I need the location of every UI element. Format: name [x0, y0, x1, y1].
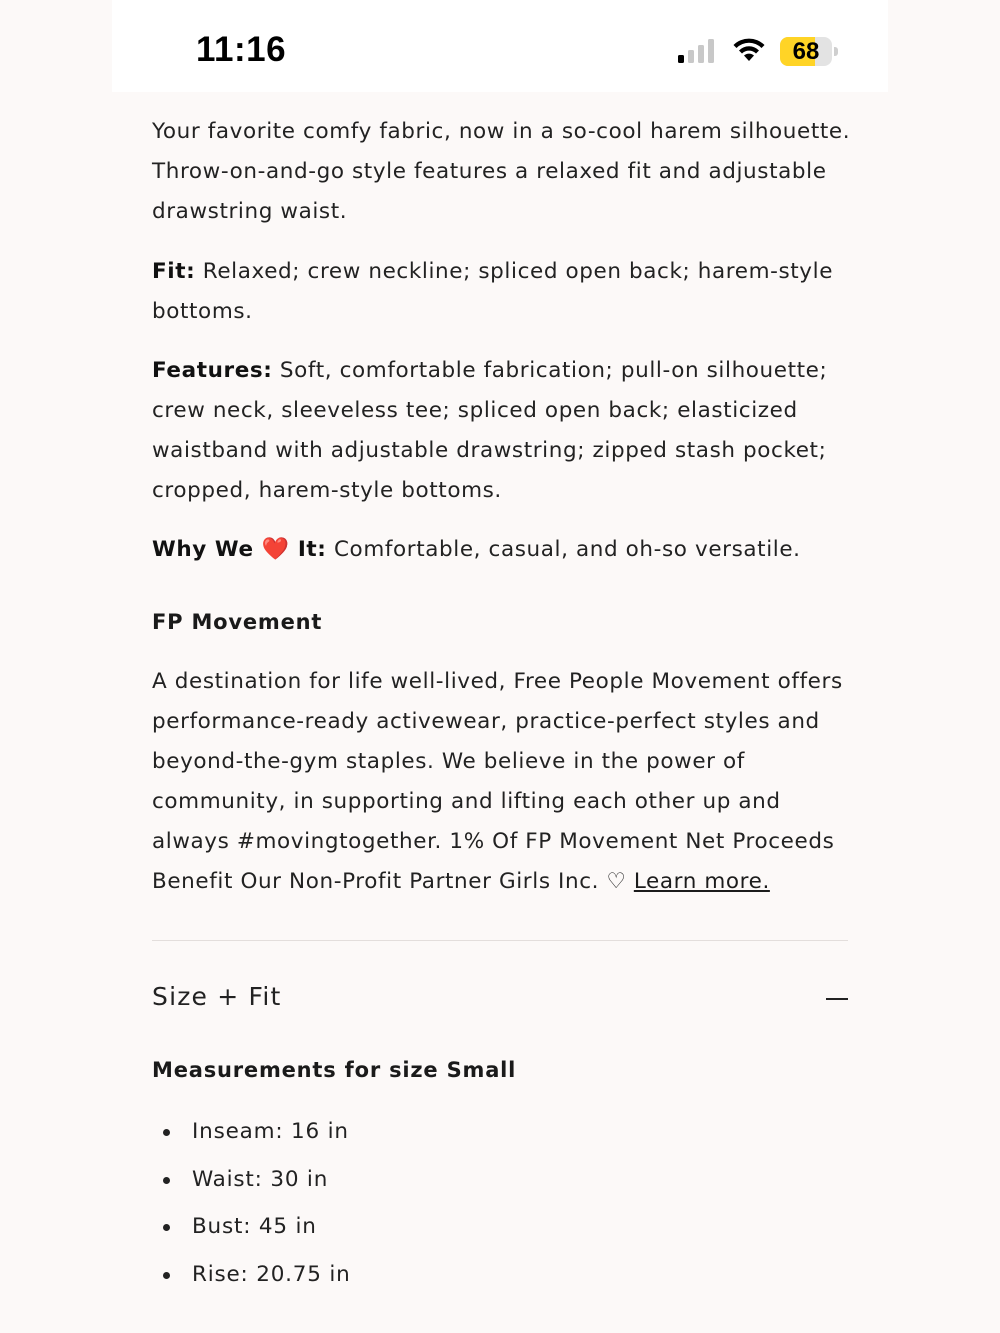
- battery-nub: [834, 47, 838, 56]
- phone-screen: [112, 0, 888, 1333]
- battery-indicator: [780, 37, 838, 66]
- brand-description: [152, 662, 852, 902]
- measurement-inseam: Inseam: 16 in: [192, 1119, 349, 1144]
- measurements-list: [152, 1112, 752, 1302]
- fit-paragraph: [152, 252, 852, 332]
- measurement-item: [152, 1160, 752, 1208]
- why-label-start: Why We: [152, 537, 262, 562]
- features-paragraph: [152, 351, 852, 511]
- description-intro: Your favorite comfy fabric, now in a so-cool harem silhouette. Throw-on-and-go style features a relaxed fit and adjustable drawstring waist.: [152, 119, 851, 224]
- bullet-icon: [163, 1272, 170, 1279]
- section-divider: [152, 940, 848, 941]
- wifi-icon: [732, 37, 766, 63]
- size-fit-label: Size + Fit: [152, 982, 282, 1011]
- bullet-icon: [163, 1177, 170, 1184]
- heart-icon: ❤️: [261, 537, 290, 562]
- why-text: Comfortable, casual, and oh-so versatile.: [326, 537, 801, 562]
- measurement-rise: Rise: 20.75 in: [192, 1261, 351, 1287]
- fit-label: Fit:: [152, 259, 196, 284]
- cellular-signal-icon: [678, 39, 718, 63]
- fit-text: Relaxed; crew neckline; spliced open back; harem-style bottoms.: [152, 259, 834, 324]
- size-fit-accordion[interactable]: [152, 980, 848, 1020]
- measurement-item: [152, 1112, 752, 1160]
- bullet-icon: [163, 1129, 170, 1136]
- measurement-item: [152, 1207, 752, 1255]
- measurement-bust: Bust: 45 in: [192, 1214, 317, 1240]
- status-time: 11:16: [196, 30, 287, 69]
- brand-text: A destination for life well-lived, Free People Movement offers performance-ready activewear, practice-perfect styles and beyond-the-gym staples. We believe in the power of community, in supporting and lifting each other up and always #movingtogether. 1% Of FP Movement Net Proceeds Benefit Our Non-Profit Partner Girls Inc. ♡: [152, 669, 843, 894]
- measurement-item: [152, 1255, 752, 1303]
- brand-title: FP Movement: [152, 610, 323, 634]
- measurements-title: Measurements for size Small: [152, 1058, 517, 1082]
- bullet-icon: [163, 1224, 170, 1231]
- battery-body: [780, 37, 832, 66]
- measurement-waist: Waist: 30 in: [192, 1166, 329, 1192]
- features-label: Features:: [152, 358, 273, 383]
- collapse-minus-icon[interactable]: [826, 998, 848, 1000]
- learn-more-link[interactable]: Learn more.: [633, 869, 770, 894]
- features-text: Soft, comfortable fabrication; pull-on silhouette; crew neck, sleeveless tee; spliced open back; elasticized waistband with adjustable drawstring; zipped stash pocket; cropped, harem-style bottoms.: [152, 358, 828, 503]
- why-label-end: It:: [289, 537, 327, 562]
- battery-percent: 68: [792, 38, 820, 65]
- why-we-love-it-paragraph: [152, 530, 852, 570]
- status-bar: [112, 0, 888, 92]
